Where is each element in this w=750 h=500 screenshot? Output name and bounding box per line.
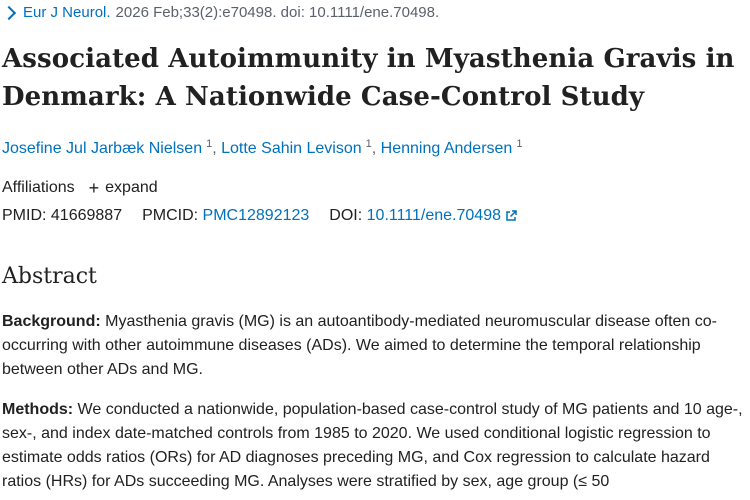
- pmcid-label: PMCID:: [142, 207, 199, 224]
- pmid-value: 41669887: [50, 207, 123, 224]
- external-link-icon[interactable]: [505, 210, 517, 222]
- methods-label: Methods:: [2, 401, 74, 418]
- author-separator: ,: [371, 140, 381, 157]
- doi-label: DOI:: [329, 207, 363, 224]
- affiliation-ref[interactable]: 1: [365, 138, 372, 150]
- citation-details: 2026 Feb;33(2):e70498. doi: 10.1111/ene.70498.: [115, 4, 440, 21]
- author-link[interactable]: Josefine Jul Jarbæk Nielsen: [2, 140, 203, 157]
- chevron-right-icon[interactable]: [2, 5, 16, 19]
- abstract-methods: [2, 398, 747, 494]
- identifiers-row: [2, 207, 517, 225]
- background-label: Background:: [2, 313, 101, 330]
- citation-line: [2, 4, 439, 21]
- author-link[interactable]: Henning Andersen: [380, 140, 513, 157]
- affiliation-ref[interactable]: 1: [206, 138, 213, 150]
- plus-icon: +: [88, 178, 100, 198]
- author-link[interactable]: Lotte Sahin Levison: [221, 140, 362, 157]
- affiliations-label: Affiliations: [2, 179, 75, 196]
- abstract-heading: Abstract: [2, 264, 97, 289]
- affiliation-ref[interactable]: 1: [516, 138, 523, 150]
- article-title: Associated Autoimmunity in Myasthenia Gravis in Denmark: A Nationwide Case-Control Study: [2, 44, 735, 112]
- pmid-label: PMID:: [2, 207, 47, 224]
- expand-label: expand: [105, 179, 158, 196]
- pmcid-link[interactable]: PMC12892123: [202, 207, 310, 224]
- abstract-background: [2, 310, 747, 382]
- journal-link[interactable]: Eur J Neurol.: [23, 4, 111, 21]
- doi-link[interactable]: 10.1111/ene.70498: [366, 207, 501, 224]
- author-separator: ,: [212, 140, 222, 157]
- author-list: [2, 138, 522, 158]
- methods-text: We conducted a nationwide, population-based case-control study of MG patients and 10 age-, sex-, and index date-matched controls from 1985 to 2020. We used conditional logistic regression to estimate odds ratios (ORs) for AD diagnoses preceding MG, and Cox regression to calculate hazard ratios (HRs) for ADs succeeding MG. Analyses were stratified by sex, age group (≤ 50: [2, 401, 743, 490]
- affiliations-toggle[interactable]: [2, 179, 158, 197]
- background-text: Myasthenia gravis (MG) is an autoantibody-mediated neuromuscular disease often co-occurring with other autoimmune diseases (ADs). We aimed to determine the temporal relationship between other ADs and MG.: [2, 313, 717, 378]
